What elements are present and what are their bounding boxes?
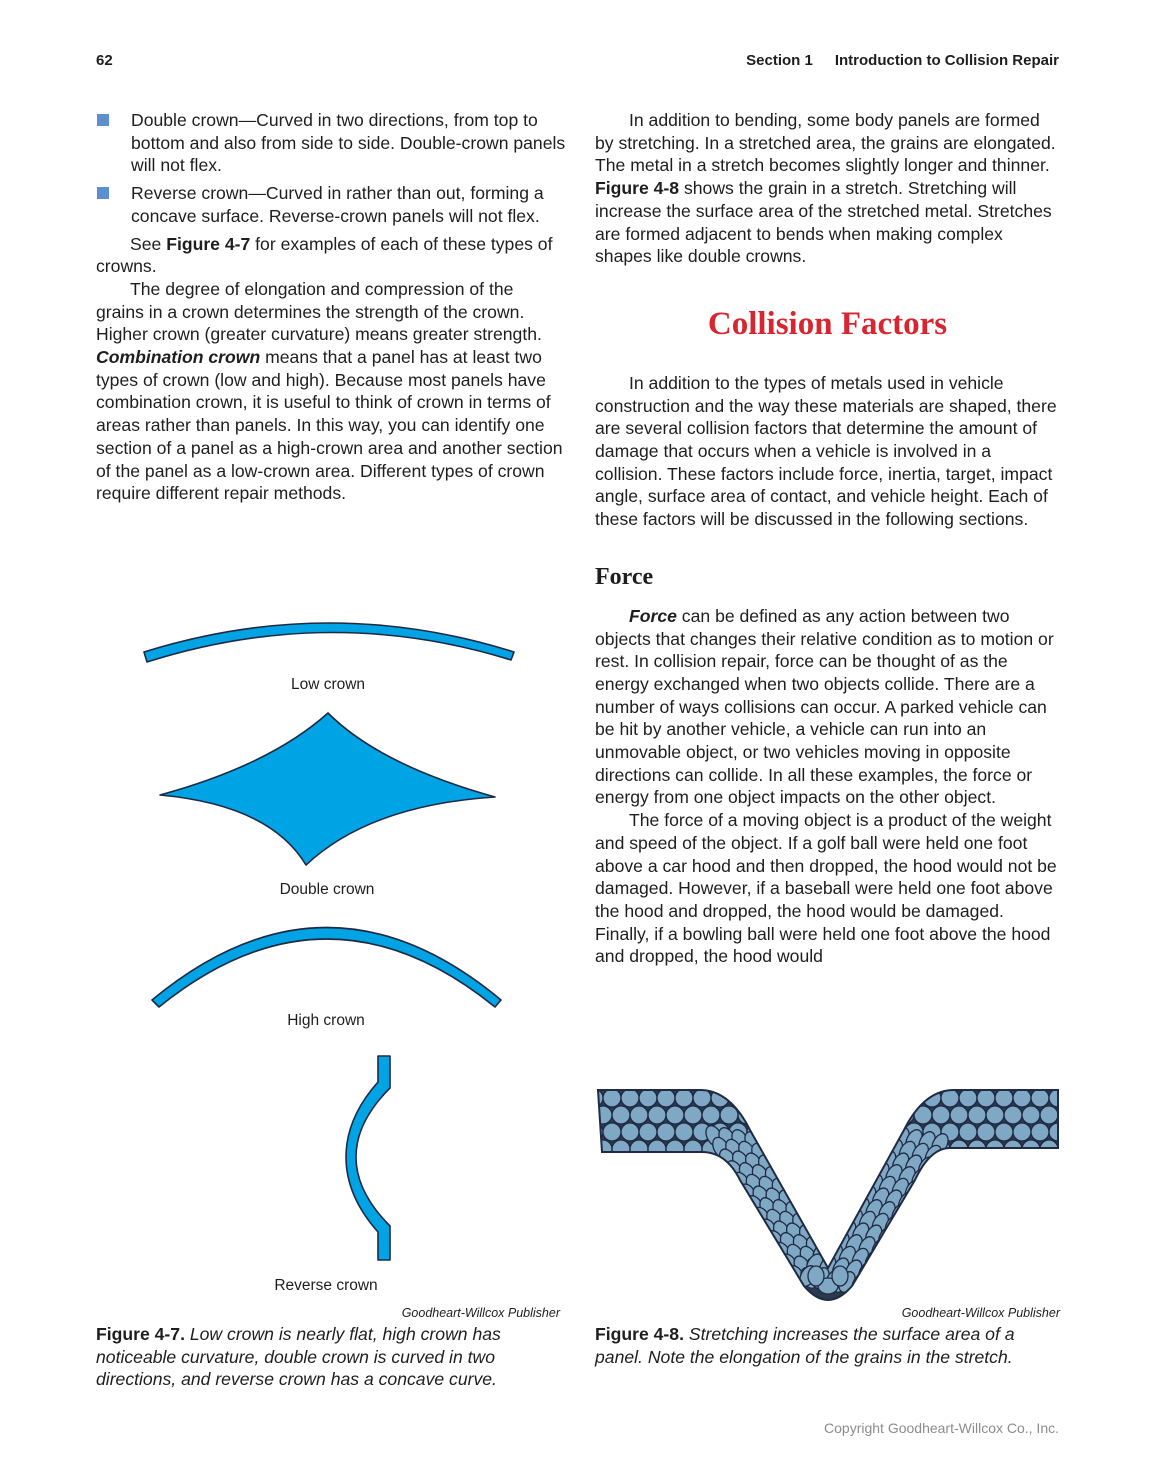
bullet-double-crown: Double crown—Curved in two directions, from top to bottom and also from side to side. Double-crown panels will not flex. (96, 109, 566, 177)
figure-reference: Figure 4-8 (595, 178, 680, 199)
grain (1013, 1123, 1031, 1141)
high-crown-shape (145, 910, 510, 1015)
term-force: Force (629, 605, 677, 626)
grain (968, 1106, 986, 1124)
grain (959, 1123, 977, 1141)
grain (639, 1089, 657, 1107)
grain (639, 1123, 657, 1141)
grain (832, 1266, 848, 1286)
grain (808, 1266, 824, 1286)
grain (995, 1089, 1013, 1107)
grain (657, 1089, 675, 1107)
figure-credit: Goodheart-Willcox Publisher (901, 1306, 1060, 1320)
grain (603, 1089, 621, 1107)
bullet-square-icon (97, 114, 109, 126)
paragraph-stretching: In addition to bending, some body panels are formed by stretching. In a stretched area, the grains are elongated. The metal in a stretch becomes slightly longer and thinner. Figure 4-8 shows the grain in a stretch. Stretching will increase the surface area of the stretched metal. Stretches are formed adjacent to bends when making complex shapes like double crowns. (595, 110, 1056, 267)
label-reverse-crown: Reverse crown (274, 1277, 378, 1294)
grain (986, 1106, 1004, 1124)
grain (1031, 1123, 1049, 1141)
grain (1040, 1106, 1058, 1124)
grain (923, 1089, 941, 1107)
label-high-crown: High crown (287, 1012, 365, 1029)
grain (830, 1205, 853, 1231)
bullet-reverse-crown: Reverse crown—Curved in rather than out, forming a concave surface. Reverse-crown panels will not flex. (96, 182, 566, 227)
grain (590, 1089, 603, 1107)
grain (675, 1089, 693, 1107)
grain (684, 1140, 702, 1158)
grain (1013, 1089, 1031, 1107)
paragraph-force-weight: The force of a moving object is a product of the weight and speed of the object. If a golf ball were held one foot above a car hood and then dropped, the hood would not be damaged. However, if a baseball were held one foot above the hood and dropped, the hood would be damaged. Finally, if a bowling ball were held one foot above the hood and dropped, the hood would (595, 810, 1057, 967)
grain (630, 1140, 648, 1158)
grain (887, 1089, 905, 1107)
grain (648, 1140, 666, 1158)
grain (1031, 1089, 1049, 1107)
figure-credit: Goodheart-Willcox Publisher (401, 1306, 560, 1320)
paragraph-collision-factors: In addition to the types of metals used in vehicle construction and the way these materials are shaped, there are several collision factors that determine the amount of damage that occurs when a vehicle is involved in a collision. These factors include force, inertia, target, impact angle, surface area of contact, and vehicle height. Each of these factors will be discussed in the following sections. (595, 372, 1057, 530)
section-title: Introduction to Collision Repair (834, 52, 1059, 69)
reverse-crown-shape (340, 1050, 400, 1265)
grain (594, 1106, 612, 1124)
grain (657, 1123, 675, 1141)
grain (612, 1106, 630, 1124)
grain (950, 1106, 968, 1124)
caption-label: Figure 4-8. (595, 1324, 684, 1344)
grain (837, 1193, 860, 1219)
grain (594, 1140, 612, 1158)
grain (621, 1089, 639, 1107)
grain (959, 1089, 977, 1107)
section-heading: Collision Factors (707, 305, 948, 342)
bullet-square-icon (97, 187, 109, 199)
grain (977, 1089, 995, 1107)
right-column (595, 109, 1060, 968)
label-double-crown: Double crown (279, 881, 375, 898)
grain (977, 1123, 995, 1141)
grain (612, 1140, 630, 1158)
page-number: 62 (96, 52, 113, 69)
grain (648, 1106, 666, 1124)
running-header (746, 52, 1059, 69)
grain (702, 1106, 720, 1124)
grain (932, 1106, 950, 1124)
subheading-force: Force (595, 563, 654, 590)
grain (995, 1123, 1013, 1141)
grain (684, 1106, 702, 1124)
copyright-notice: Copyright Goodheart-Willcox Co., Inc. (824, 1420, 1059, 1436)
grain (675, 1123, 693, 1141)
caption-label: Figure 4-7. (96, 1324, 185, 1344)
grain (1004, 1106, 1022, 1124)
grain (1022, 1106, 1040, 1124)
left-column (96, 109, 566, 505)
grain (896, 1106, 914, 1124)
stretch-grain-diagram (590, 1080, 1065, 1308)
figure-4-7-caption: Figure 4-7. Low crown is nearly flat, high crown has noticeable curvature, double crown is curved in two directions, and reverse crown has a concave curve. (96, 1324, 501, 1390)
grain (621, 1123, 639, 1141)
term-combination-crown: Combination crown (96, 347, 261, 368)
grain (747, 1089, 765, 1107)
grain (630, 1106, 648, 1124)
section-label: Section 1 (746, 52, 813, 69)
grain (666, 1140, 684, 1158)
figure-reference: Figure 4-7 (166, 233, 251, 254)
grain (817, 1228, 840, 1254)
label-low-crown: Low crown (290, 676, 366, 693)
paragraph-force-definition: Force can be defined as any action between two objects that changes their relative condition as to motion or rest. In collision repair, force can be thought of as the energy exchanged when two objects collide. There are a number of ways collisions can occur. A parked vehicle can be hit by another vehicle, a vehicle can run into an unmovable object, or two vehicles moving in opposite directions can collide. In all these examples, the force or energy from one object impacts on the other object. (595, 605, 1054, 808)
double-crown-shape (150, 705, 510, 875)
figure-4-8-caption: Figure 4-8. Stretching increases the surface area of a panel. Note the elongation of the grains in the stretch. (595, 1324, 1015, 1367)
grain (666, 1106, 684, 1124)
grain (603, 1123, 621, 1141)
grain (823, 1216, 846, 1242)
low-crown-shape (140, 610, 520, 670)
paragraph-see-figure: See Figure 4-7 for examples of each of these types of crowns. (96, 233, 553, 277)
paragraph-crown-strength: The degree of elongation and compression of the grains in a crown determines the strength of the crown. Higher crown (greater curvature) means greater strength. Combination crown means that a panel has at least two types of crown (low and high). Because most panels have combination crown, it is useful to think of crown in terms of areas rather than panels. In this way, you can identify one section of a panel as a high-crown area and another section of the panel as a low-crown area. Different types of crown require different repair methods. (96, 278, 563, 504)
